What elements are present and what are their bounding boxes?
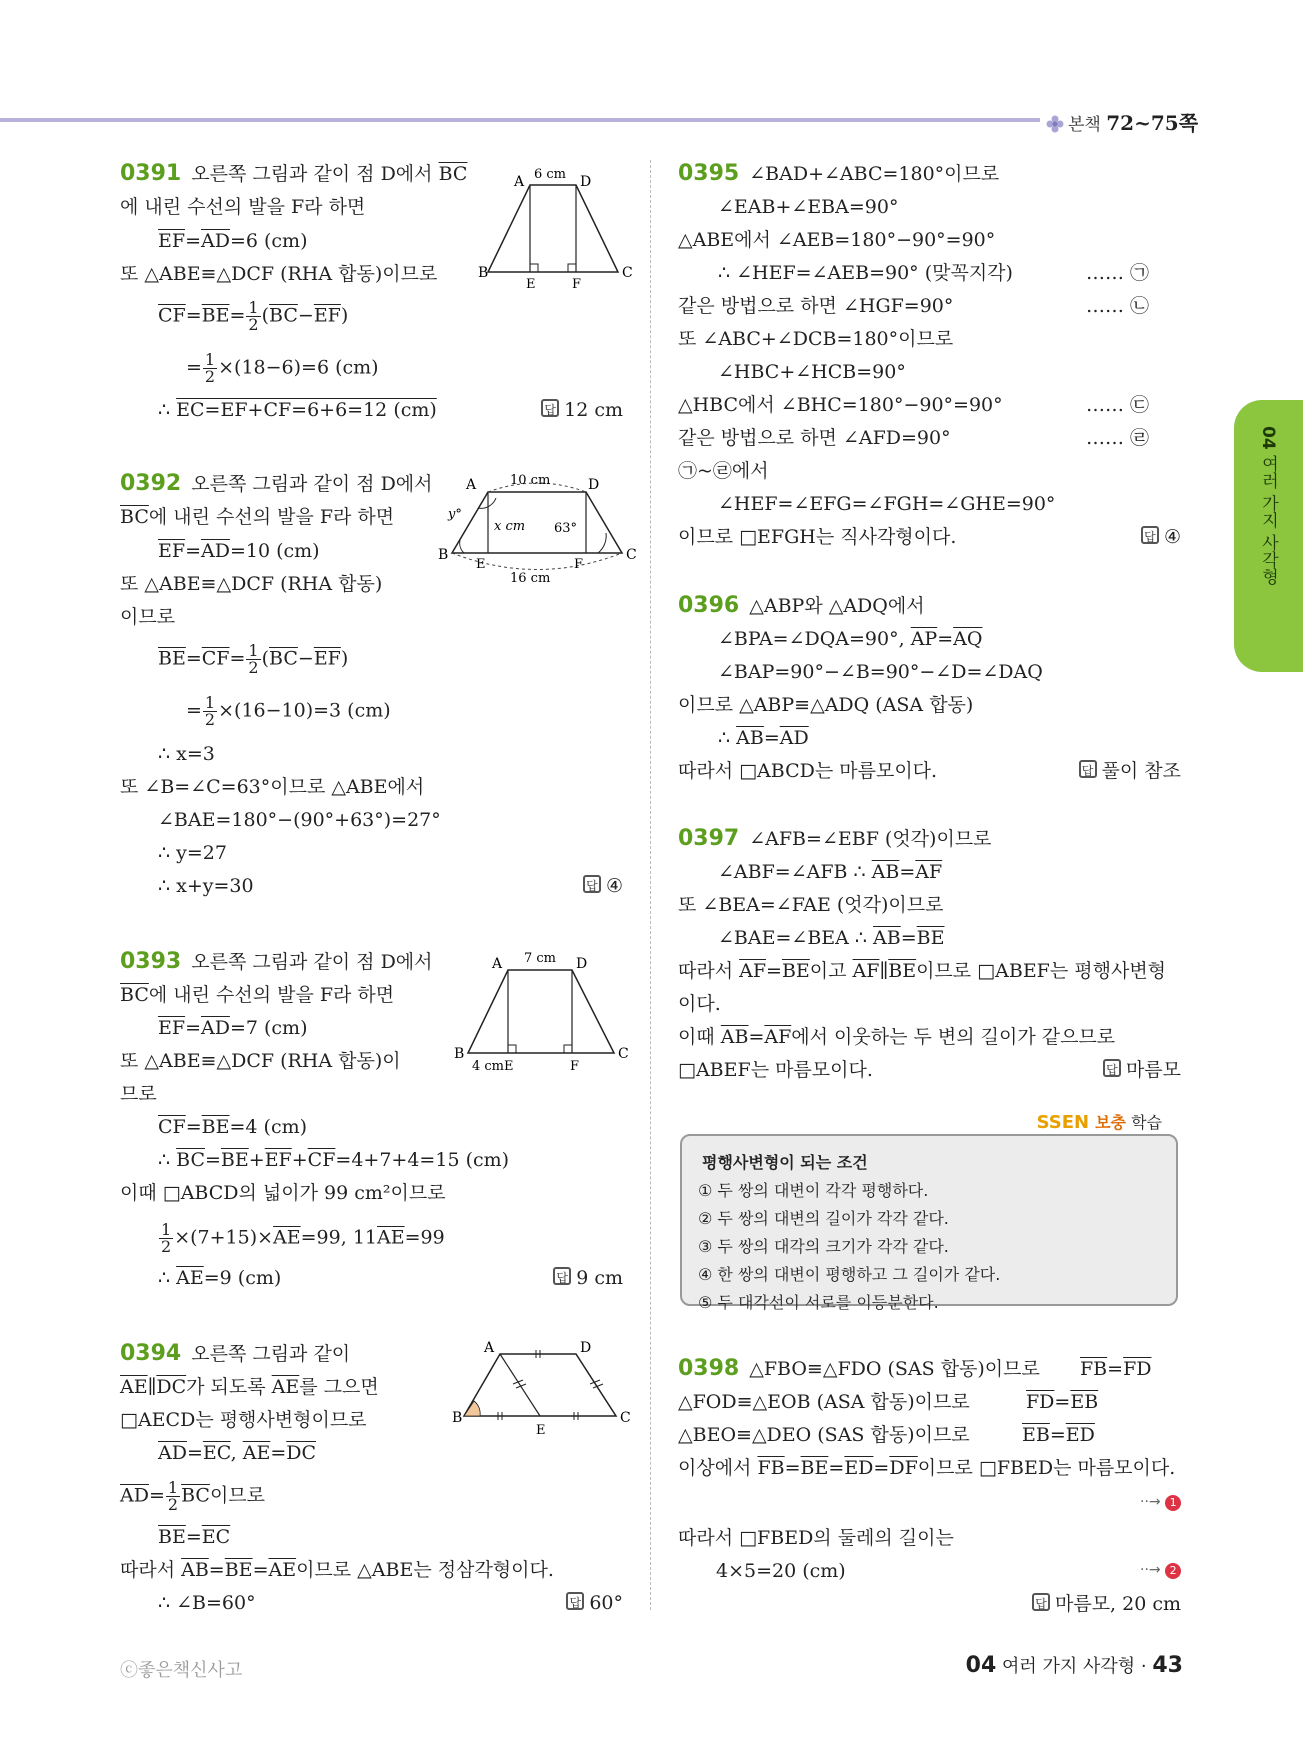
p0393-line6: $\overline{CF}=\overline{BE}=4$ (cm) bbox=[158, 1116, 308, 1138]
svg-text:F: F bbox=[574, 557, 584, 572]
p0394-figure bbox=[452, 1340, 632, 1442]
p0391-line5: $\overline{CF}=\overline{BE}=$ $\frac{1}{2}$ $(\overline{BC}-\overline{EF})$ bbox=[158, 298, 349, 334]
page-number: 43 bbox=[1152, 1653, 1183, 1678]
ssen-logo: SSEN bbox=[1036, 1112, 1090, 1133]
answer-icon: 답 bbox=[1032, 1593, 1050, 1611]
p0393-answer: 답 9 cm bbox=[553, 1264, 623, 1292]
svg-text:x cm: x cm bbox=[494, 519, 526, 534]
svg-text:A: A bbox=[484, 1340, 495, 1356]
ssen-item: ⑤ 두 대각선이 서로를 이등분한다. bbox=[698, 1293, 939, 1312]
p0398-line4: 이상에서 $\overline{FB}=\overline{BE}=\overline{ED}=\overline{DF}$이므로 □FBED는 마름모이다. bbox=[678, 1457, 1176, 1479]
p0397-line4: ∠BAE=∠BEA ∴ $\overline{AB}=\overline{BE}$ bbox=[718, 927, 945, 949]
p0398-line6: 4×5=20 (cm) bbox=[716, 1560, 846, 1582]
ssen-header: SSEN 보충 학습 bbox=[1036, 1112, 1162, 1133]
p0392-line10: ∠BAE=180°−(90°+63°)=27° bbox=[158, 809, 441, 831]
p0391-line4: 또 △ABE≡△DCF (RHA 합동)이므로 bbox=[120, 263, 438, 285]
p0397-line3: 또 ∠BEA=∠FAE (엇각)이므로 bbox=[678, 894, 944, 916]
p0392-line5: 이므로 bbox=[120, 606, 176, 628]
p0398-line3: △BEO≡△DEO (SAS 합동)이므로 bbox=[678, 1424, 970, 1446]
p0394-line4: $\overline{AD}=\overline{EC}$, $\overline{AE}=\overline{DC}$ bbox=[158, 1442, 317, 1464]
answer-icon: 답 bbox=[583, 875, 601, 893]
p0397-answer: 답 마름모 bbox=[1103, 1056, 1181, 1084]
p0394-line8: ∴ ∠B=60° bbox=[158, 1592, 256, 1614]
p0392-line12: ∴ x+y=30 bbox=[158, 875, 254, 897]
chapter-side-tab: 04 여러 가지 사각형 bbox=[1234, 400, 1303, 672]
answer-icon: 답 bbox=[553, 1267, 571, 1285]
p0396-line4: 이므로 △ABP≡△ADQ (ASA 합동) bbox=[678, 694, 974, 716]
p0398-line1: 0398 △FBO≡△FDO (SAS 합동)이므로 bbox=[678, 1356, 1040, 1381]
p0395-mark3: …… ㉢ bbox=[1086, 394, 1150, 416]
svg-text:4 cmE: 4 cmE bbox=[472, 1059, 514, 1074]
svg-text:C: C bbox=[626, 547, 637, 563]
p0391-figure bbox=[478, 160, 633, 292]
p0393-line8: 이때 □ABCD의 넓이가 99 cm²이므로 bbox=[120, 1182, 446, 1204]
p0392-line3: $\overline{EF}=\overline{AD}=10$ (cm) bbox=[158, 540, 320, 562]
p0395-line4: ∴ ∠HEF=∠AEB=90° (맞꼭지각) bbox=[718, 262, 1013, 284]
p0397-line2: ∠ABF=∠AFB ∴ $\overline{AB}=\overline{AF}$ bbox=[718, 861, 943, 883]
p0393-line5: 므로 bbox=[120, 1083, 157, 1105]
ssen-title: 평행사변형이 되는 조건 bbox=[702, 1153, 868, 1172]
p0397-line6: 이다. bbox=[678, 993, 721, 1015]
p0395-line1: 0395 ∠BAD+∠ABC=180°이므로 bbox=[678, 161, 1000, 186]
svg-text:D: D bbox=[588, 477, 600, 493]
answer-icon: 답 bbox=[541, 399, 559, 417]
svg-text:y°: y° bbox=[448, 507, 462, 522]
p0391-answer: 답 12 cm bbox=[541, 396, 623, 424]
p0398-line1-result: $\overline{FB}=\overline{FD}$ bbox=[1080, 1358, 1152, 1380]
answer-icon: 답 bbox=[1141, 526, 1159, 544]
ssen-supplement-box bbox=[680, 1110, 1182, 1310]
p0396-line1: 0396 △ABP와 △ADQ에서 bbox=[678, 593, 925, 618]
p0392-line4: 또 △ABE≡△DCF (RHA 합동) bbox=[120, 573, 383, 595]
pageref-label: 본책 bbox=[1068, 115, 1101, 135]
ssen-content bbox=[680, 1134, 1178, 1312]
p0396-answer: 답 풀이 참조 bbox=[1079, 757, 1181, 785]
svg-text:A: A bbox=[466, 477, 477, 493]
p0393-line9: $\frac{1}{2}$ $\times(7+15)\times\overline{AE}=99$, $11\overline{AE}=99$ bbox=[161, 1220, 445, 1256]
p0391-line1: 0391 오른쪽 그림과 같이 점 D에서 $\overline{BC}$ bbox=[120, 161, 468, 186]
p0395-line10: ㉠~㉣에서 bbox=[678, 460, 769, 482]
svg-text:C: C bbox=[618, 1046, 629, 1062]
answer-icon: 답 bbox=[1079, 760, 1097, 778]
svg-text:F: F bbox=[570, 1059, 580, 1074]
p0394-line6: $\overline{BE}=\overline{EC}$ bbox=[158, 1526, 231, 1548]
p0397-line8: □ABEF는 마름모이다. bbox=[678, 1059, 873, 1081]
svg-text:F: F bbox=[572, 277, 582, 292]
p0396-line6: 따라서 □ABCD는 마름모이다. bbox=[678, 760, 938, 782]
p0395-mark4: …… ㉣ bbox=[1086, 427, 1150, 449]
ssen-item: ① 두 쌍의 대변이 각각 평행하다. bbox=[698, 1181, 929, 1200]
page-footer: 04 여러 가지 사각형 · 43 bbox=[965, 1653, 1183, 1678]
p0395-line12: 이므로 □EFGH는 직사각형이다. bbox=[678, 526, 957, 548]
flower-icon bbox=[1046, 115, 1064, 133]
svg-text:A: A bbox=[492, 956, 503, 972]
svg-text:D: D bbox=[580, 174, 592, 190]
p0393-line3: $\overline{EF}=\overline{AD}=7$ (cm) bbox=[158, 1017, 308, 1039]
p0392-answer: 답 ④ bbox=[583, 872, 623, 900]
answer-icon: 답 bbox=[566, 1592, 584, 1610]
p0391-line7: ∴ EC=EF+CF=6+6=12 (cm) bbox=[158, 399, 437, 421]
p0392-line1: 0392 오른쪽 그림과 같이 점 D에서 bbox=[120, 471, 433, 496]
svg-text:16 cm: 16 cm bbox=[510, 571, 551, 586]
svg-text:63°: 63° bbox=[554, 521, 578, 536]
p0394-line5: $\overline{AD}=$ $\frac{1}{2}$ $\overline{BC}$이므로 bbox=[120, 1478, 265, 1514]
svg-text:E: E bbox=[526, 277, 536, 292]
p0394-answer: 답 60° bbox=[566, 1589, 623, 1617]
p0394-line3: □AECD는 평행사변형이므로 bbox=[120, 1409, 367, 1431]
p0395-line5: 같은 방법으로 하면 ∠HGF=90° bbox=[678, 295, 954, 317]
p0395-mark1: …… ㉠ bbox=[1086, 262, 1150, 284]
p0393-line1: 0393 오른쪽 그림과 같이 점 D에서 bbox=[120, 949, 433, 974]
header-bar bbox=[0, 118, 1040, 122]
p0391-line3: $\overline{EF}=\overline{AD}=6$ (cm) bbox=[158, 230, 308, 252]
svg-text:6 cm: 6 cm bbox=[534, 167, 567, 182]
column-divider bbox=[650, 160, 651, 1610]
p0394-line2: $\overline{AE}\parallel\overline{DC}$가 되도록 $\overline{AE}$를 그으면 bbox=[120, 1376, 379, 1398]
p0393-line4: 또 △ABE≡△DCF (RHA 합동)이 bbox=[120, 1050, 401, 1072]
svg-text:B: B bbox=[454, 1046, 465, 1062]
svg-text:C: C bbox=[622, 265, 633, 281]
p0397-line5: 따라서 $\overline{AF}=\overline{BE}$이고 $\overline{AF}\parallel\overline{BE}$이므로 □ABEF는 평행사변형 bbox=[678, 960, 1167, 982]
p0395-line7: ∠HBC+∠HCB=90° bbox=[718, 361, 906, 383]
p0394-line7: 따라서 $\overline{AB}=\overline{BE}=\overline{AE}$이므로 △ABE는 정삼각형이다. bbox=[120, 1559, 554, 1581]
p0398-line2: △FOD≡△EOB (ASA 합동)이므로 bbox=[678, 1391, 970, 1413]
p0397-line7: 이때 $\overline{AB}=\overline{AF}$에서 이웃하는 두 변의 길이가 같으므로 bbox=[678, 1026, 1116, 1048]
step-marker-2: ··→ 2 bbox=[1140, 1562, 1181, 1579]
ssen-item: ④ 한 쌍의 대변이 평행하고 그 길이가 같다. bbox=[698, 1265, 1001, 1284]
p0392-line11: ∴ y=27 bbox=[158, 842, 227, 864]
pageref-range: 72~75쪽 bbox=[1106, 111, 1199, 135]
p0397-line1: 0397 ∠AFB=∠EBF (엇각)이므로 bbox=[678, 826, 992, 851]
p0392-line6: $\overline{BE}=\overline{CF}=$ $\frac{1}{2}$ $(\overline{BC}-\overline{EF})$ bbox=[158, 641, 349, 677]
p0392-line7: = $\frac{1}{2}$ ×(16−10)=3 (cm) bbox=[186, 693, 391, 729]
p0398-line2-result: $\overline{FD}=\overline{EB}$ bbox=[1026, 1391, 1099, 1413]
svg-text:7 cm: 7 cm bbox=[524, 951, 557, 966]
svg-text:E: E bbox=[536, 1423, 546, 1438]
p0395-line8: △HBC에서 ∠BHC=180°−90°=90° bbox=[678, 394, 1003, 416]
p0393-line10: ∴ $\overline{AE}=9$ (cm) bbox=[158, 1267, 282, 1289]
p0398-line5: 따라서 □FBED의 둘레의 길이는 bbox=[678, 1527, 954, 1549]
p0393-figure bbox=[454, 948, 630, 1072]
p0398-answer: 답 마름모, 20 cm bbox=[1032, 1590, 1181, 1618]
p0393-line7: ∴ $\overline{BC}=\overline{BE}+\overline{EF}+\overline{CF}=4+7+4=15$ (cm) bbox=[158, 1149, 510, 1171]
p0393-line2: $\overline{BC}$에 내린 수선의 발을 F라 하면 bbox=[120, 984, 395, 1006]
ssen-item: ③ 두 쌍의 대각의 크기가 각각 같다. bbox=[698, 1237, 949, 1256]
answer-icon: 답 bbox=[1103, 1059, 1121, 1077]
p0395-line2: ∠EAB+∠EBA=90° bbox=[718, 196, 899, 218]
page-reference bbox=[1046, 107, 1198, 136]
svg-text:B: B bbox=[438, 547, 449, 563]
svg-text:B: B bbox=[452, 1410, 463, 1426]
p0395-line3: △ABE에서 ∠AEB=180°−90°=90° bbox=[678, 229, 996, 251]
p0395-mark2: …… ㉡ bbox=[1086, 295, 1150, 317]
p0398-line3-result: $\overline{EB}=\overline{ED}$ bbox=[1022, 1424, 1095, 1446]
ssen-item: ② 두 쌍의 대변의 길이가 각각 같다. bbox=[698, 1209, 949, 1228]
p0396-line2: ∠BPA=∠DQA=90°, $\overline{AP}=\overline{AQ}$ bbox=[718, 628, 983, 650]
p0396-line5: ∴ $\overline{AB}=\overline{AD}$ bbox=[718, 727, 809, 749]
svg-text:E: E bbox=[476, 557, 486, 572]
p0391-line2: 에 내린 수선의 발을 F라 하면 bbox=[120, 196, 366, 218]
svg-text:D: D bbox=[576, 956, 588, 972]
p0391-line6: = $\frac{1}{2}$ ×(18−6)=6 (cm) bbox=[186, 350, 379, 386]
p0395-line9: 같은 방법으로 하면 ∠AFD=90° bbox=[678, 427, 951, 449]
svg-text:A: A bbox=[514, 174, 525, 190]
svg-text:D: D bbox=[580, 1340, 592, 1356]
p0394-line1: 0394 오른쪽 그림과 같이 bbox=[120, 1341, 351, 1366]
p0392-line2: $\overline{BC}$에 내린 수선의 발을 F라 하면 bbox=[120, 506, 395, 528]
svg-text:C: C bbox=[620, 1410, 631, 1426]
p0395-line6: 또 ∠ABC+∠DCB=180°이므로 bbox=[678, 328, 954, 350]
copyright: ⓒ좋은책신사고 bbox=[120, 1660, 243, 1681]
p0392-figure bbox=[438, 468, 637, 588]
p0392-line8: ∴ x=3 bbox=[158, 743, 215, 765]
p0392-line9: 또 ∠B=∠C=63°이므로 △ABE에서 bbox=[120, 776, 425, 798]
svg-text:10 cm: 10 cm bbox=[510, 473, 551, 488]
svg-text:B: B bbox=[478, 265, 489, 281]
p0395-line11: ∠HEF=∠EFG=∠FGH=∠GHE=90° bbox=[718, 493, 1056, 515]
step-marker-1: ··→ 1 bbox=[1140, 1494, 1181, 1511]
p0396-line3: ∠BAP=90°−∠B=90°−∠D=∠DAQ bbox=[718, 661, 1043, 683]
p0395-answer: 답 ④ bbox=[1141, 523, 1181, 551]
